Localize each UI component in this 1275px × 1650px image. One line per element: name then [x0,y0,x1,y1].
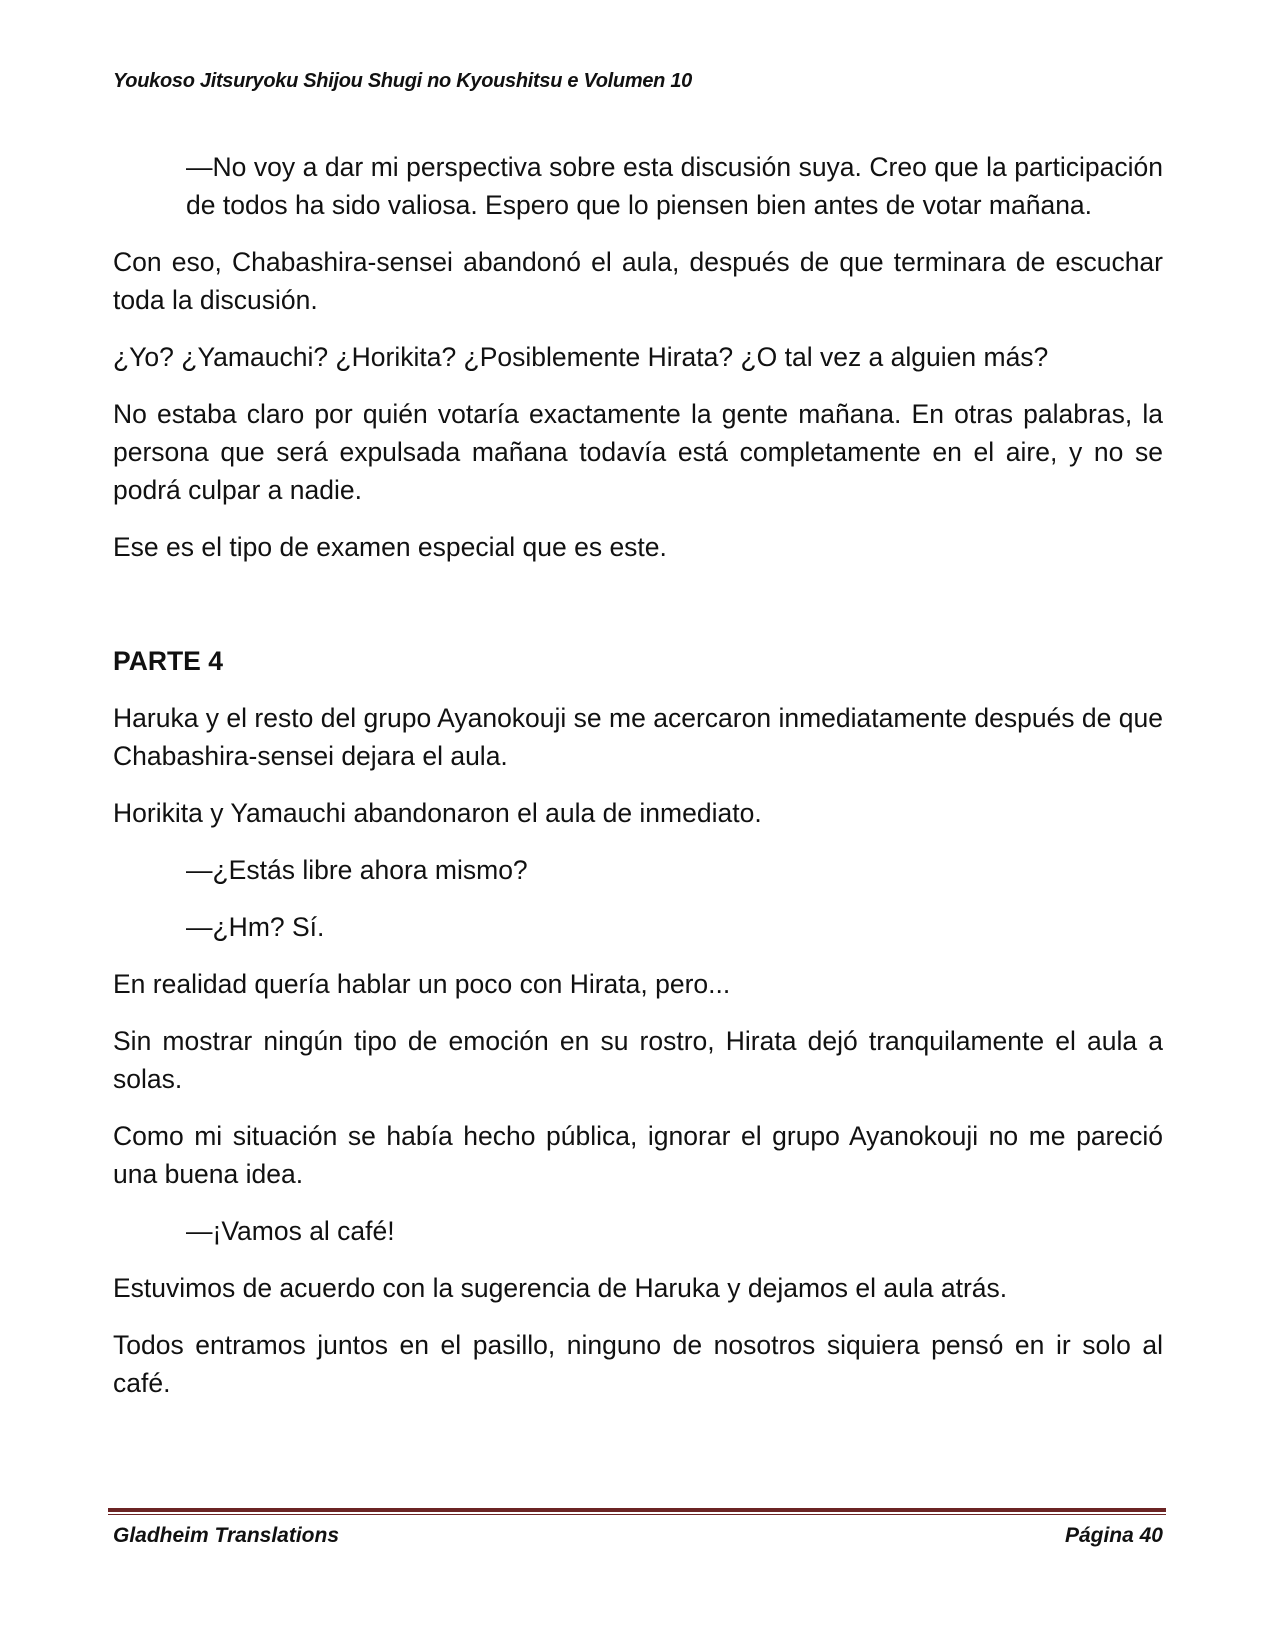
narration-paragraph: Todos entramos juntos en el pasillo, ninguno de nosotros siquiera pensó en ir solo al café. [113,1330,1163,1398]
footer-divider [108,1508,1166,1515]
footer-page-number: Página 40 [1064,1524,1163,1547]
narration-paragraph: No estaba claro por quién votaría exactamente la gente mañana. En otras palabras, la persona que será expulsada mañana todavía está completamente en el aire, y no se podrá culpar a nadie. [113,399,1163,505]
narration-paragraph: Como mi situación se había hecho pública, ignorar el grupo Ayanokouji no me pareció una buena idea. [113,1121,1163,1189]
page-header-title: Youkoso Jitsuryoku Shijou Shugi no Kyoushitsu e Volumen 10 [113,70,692,92]
narration-paragraph: ¿Yo? ¿Yamauchi? ¿Horikita? ¿Posiblemente Hirata? ¿O tal vez a alguien más? [113,342,1049,372]
page-footer [113,1524,1163,1548]
narration-paragraph: Con eso, Chabashira-sensei abandonó el aula, después de que terminara de escuchar toda la discusión. [113,247,1163,315]
narration-paragraph: Estuvimos de acuerdo con la sugerencia de Haruka y dejamos el aula atrás. [113,1273,1008,1303]
narration-paragraph: Haruka y el resto del grupo Ayanokouji se me acercaron inmediatamente después de que Chabashira-sensei dejara el aula. [113,703,1163,771]
dialog-paragraph: —No voy a dar mi perspectiva sobre esta discusión suya. Creo que la participación de todos ha sido valiosa. Espero que lo piensen bien antes de votar mañana. [186,152,1163,220]
footer-translator: Gladheim Translations [113,1524,340,1547]
dialog-paragraph: —¿Estás libre ahora mismo? [186,855,528,885]
narration-paragraph: Horikita y Yamauchi abandonaron el aula de inmediato. [113,798,762,828]
narration-paragraph: En realidad quería hablar un poco con Hirata, pero... [113,969,731,999]
narration-paragraph: Sin mostrar ningún tipo de emoción en su rostro, Hirata dejó tranquilamente el aula a solas. [113,1026,1163,1094]
dialog-paragraph: —¡Vamos al café! [186,1216,395,1246]
dialog-paragraph: —¿Hm? Sí. [186,912,325,942]
narration-paragraph: Ese es el tipo de examen especial que es este. [113,532,667,562]
section-heading: PARTE 4 [113,646,223,676]
document-body [113,148,1163,1421]
footer-divider-thin [108,1514,1166,1515]
